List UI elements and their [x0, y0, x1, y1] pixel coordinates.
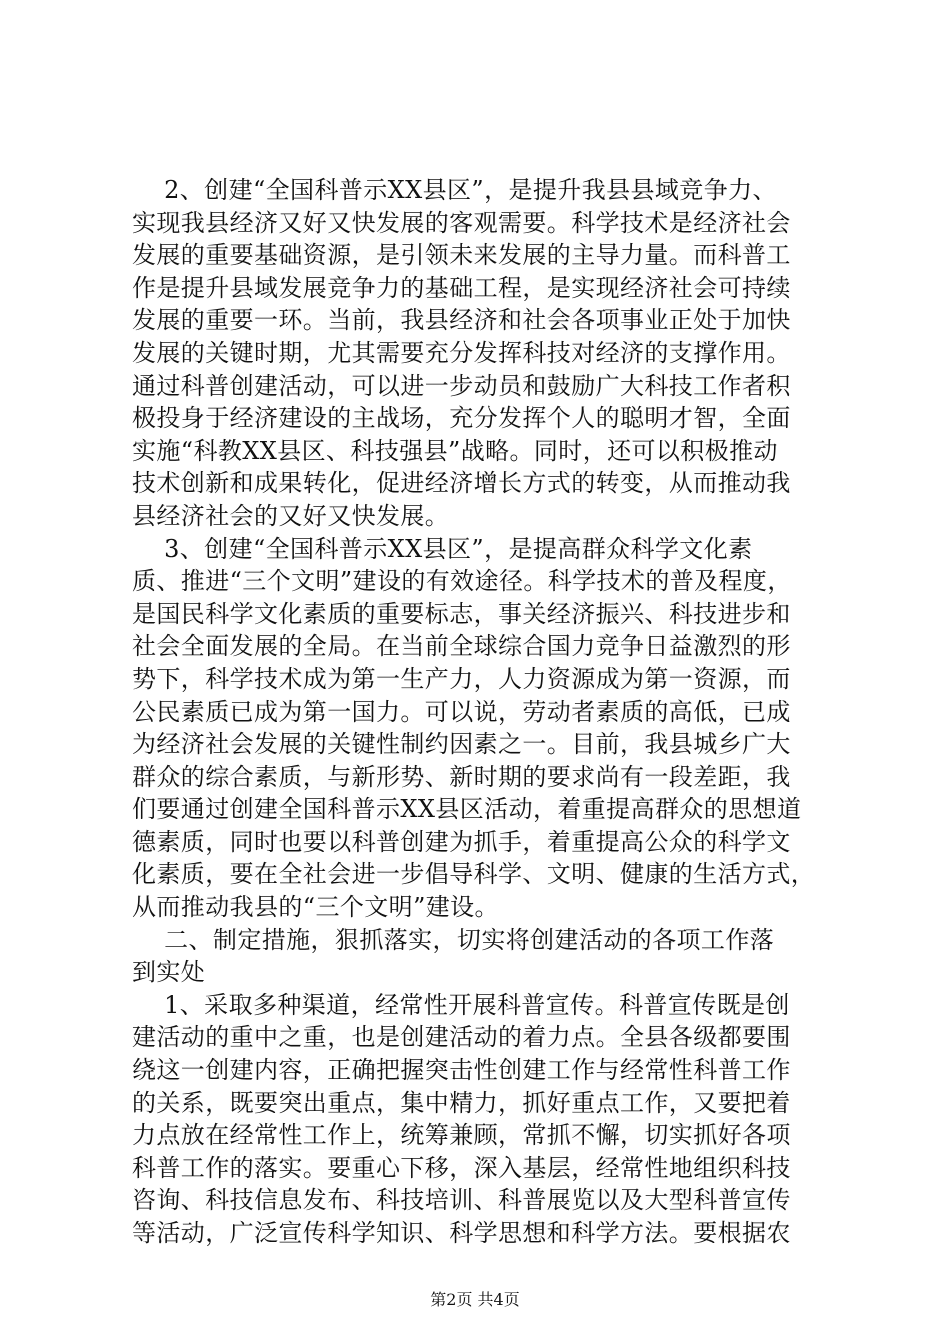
text-line: 咨询、科技信息发布、科技培训、科普展览以及大型科普宣传 — [132, 1186, 791, 1215]
text-line: 势下，科学技术成为第一生产力，人力资源成为第一资源，而 — [132, 664, 791, 693]
text-line: 的关系，既要突出重点，集中精力，抓好重点工作，又要把着 — [132, 1088, 791, 1117]
text-line: 到实处 — [132, 958, 206, 987]
text-line: 质、推进“三个文明”建设的有效途径。科学技术的普及程度， — [132, 567, 792, 596]
text-line: 们要通过创建全国科普示XX县区活动，着重提高群众的思想道 — [132, 795, 802, 824]
text-line: 通过科普创建活动，可以进一步动员和鼓励广大科技工作者积 — [132, 371, 791, 400]
text-line: 是国民科学文化素质的重要标志，事关经济振兴、科技进步和 — [132, 599, 791, 628]
text-line: 实现我县经济又好又快发展的客观需要。科学技术是经济社会 — [132, 208, 791, 237]
document-body — [132, 174, 822, 1250]
text-line: 发展的重要一环。当前，我县经济和社会各项事业正处于加快 — [132, 306, 791, 335]
text-line: 群众的综合素质，与新形势、新时期的要求尚有一段差距，我 — [132, 762, 791, 791]
text-line: 力点放在经常性工作上，统筹兼顾，常抓不懈，切实抓好各项 — [132, 1121, 791, 1150]
text-line: 建活动的重中之重，也是创建活动的着力点。全县各级都要围 — [132, 1023, 791, 1052]
text-line: 技术创新和成果转化，促进经济增长方式的转变，从而推动我 — [132, 469, 791, 498]
text-line: 发展的关键时期，尤其需要充分发挥科技对经济的支撑作用。 — [132, 338, 791, 367]
text-line: 2、创建“全国科普示XX县区”，是提升我县县域竞争力、 — [132, 176, 777, 204]
text-line: 为经济社会发展的关键性制约因素之一。目前，我县城乡广大 — [132, 730, 791, 759]
text-line: 极投身于经济建设的主战场，充分发挥个人的聪明才智，全面 — [132, 404, 791, 433]
text-line: 绕这一创建内容，正确把握突击性创建工作与经常性科普工作 — [132, 1056, 791, 1085]
text-line: 作是提升县域发展竞争力的基础工程，是实现经济社会可持续 — [132, 273, 791, 302]
text-line: 科普工作的落实。要重心下移，深入基层，经常性地组织科技 — [132, 1153, 791, 1182]
text-line: 社会全面发展的全局。在当前全球综合国力竞争日益激烈的形 — [132, 632, 791, 661]
text-line: 县经济社会的又好又快发展。 — [132, 501, 450, 530]
text-line: 实施“科教XX县区、科技强县”战略。同时，还可以积极推动 — [132, 436, 778, 465]
text-line: 公民素质已成为第一国力。可以说，劳动者素质的高低，已成 — [132, 697, 791, 726]
text-line: 德素质，同时也要以科普创建为抓手，着重提高公众的科学文 — [132, 827, 791, 856]
text-line: 从而推动我县的“三个文明”建设。 — [132, 893, 499, 922]
text-line: 1、采取多种渠道，经常性开展科普宣传。科普宣传既是创 — [132, 990, 790, 1019]
text-line: 二、制定措施，狠抓落实，切实将创建活动的各项工作落 — [132, 925, 775, 954]
text-line: 3、创建“全国科普示XX县区”，是提高群众科学文化素 — [132, 534, 753, 563]
text-line: 等活动，广泛宣传科学知识、科学思想和科学方法。要根据农 — [132, 1219, 791, 1247]
page-footer: 第2页 共4页 — [430, 1290, 520, 1309]
text-line: 化素质，要在全社会进一步倡导科学、文明、健康的生活方式， — [132, 860, 816, 889]
text-line: 发展的重要基础资源，是引领未来发展的主导力量。而科普工 — [132, 241, 791, 270]
